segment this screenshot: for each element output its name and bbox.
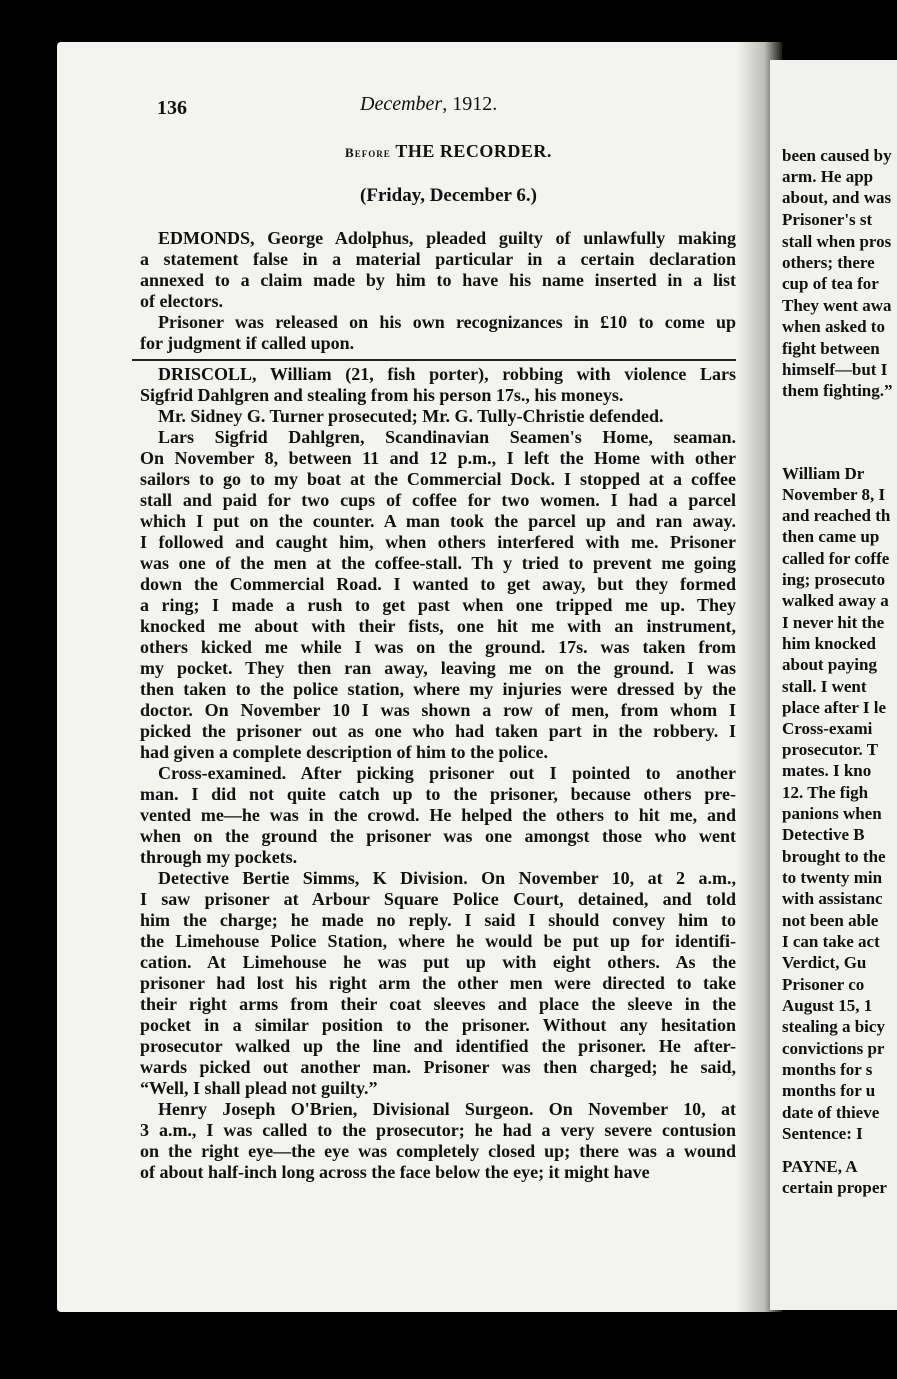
right-page-line: stall when pros (782, 232, 892, 251)
text-line: of about half-inch long across the face below the eye; it might have (140, 1162, 650, 1182)
text-line: through my pockets. (140, 847, 298, 867)
book-page-right (770, 60, 897, 1310)
date-year: , 1912. (442, 93, 498, 115)
text-line: Cross-examined. After picking prisoner out I pointed to another (158, 763, 736, 783)
right-page-line: months for u (782, 1081, 876, 1100)
text-line: sailors to go to my boat at the Commercial Dock. I stopped at a coffee (140, 469, 736, 489)
right-page-line: brought to the (782, 847, 886, 866)
case-driscoll (140, 364, 736, 1183)
text-line: stall and paid for two cups of coffee for two women. I had a parcel (140, 490, 736, 510)
right-page-line: November 8, I (782, 485, 886, 504)
text-line: was one of the men at the coffee-stall. Th y tried to prevent me going (140, 553, 736, 573)
text-line: DRISCOLL, William (21, fish porter), robbing with violence Lars (158, 364, 736, 384)
right-page-line: about paying (782, 655, 877, 674)
text-line: Prisoner was released on his own recognizances in £10 to come up (158, 312, 736, 332)
right-page-line: arm. He app (782, 167, 874, 186)
right-page-line: then came up (782, 527, 880, 546)
text-line: for judgment if called upon. (140, 333, 355, 353)
right-page-line: Verdict, Gu (782, 953, 867, 972)
text-line: Detective Bertie Simms, K Division. On November 10, at 2 a.m., (158, 868, 736, 888)
right-page-line: Cross-exami (782, 719, 873, 738)
text-line: knocked me about with their fists, one hit me with an instrument, (140, 616, 736, 636)
right-page-line: walked away a (782, 591, 889, 610)
right-page-line: ing; prosecuto (782, 570, 886, 589)
running-date (360, 93, 497, 116)
heading-before: Before (345, 145, 391, 160)
text-line: on the right eye—the eye was completely closed up; there was a wound (140, 1141, 736, 1161)
text-line: picked the prisoner out as one who had taken part in the robbery. I (140, 721, 736, 741)
session-date: (Friday, December 6.) (360, 185, 537, 206)
right-page-line: fight between (782, 339, 880, 358)
text-line: of electors. (140, 291, 223, 311)
text-line: pocket in a similar position to the prisoner. Without any hesitation (140, 1015, 736, 1035)
date-month: December (360, 93, 443, 115)
right-page-line: called for coffe (782, 549, 890, 568)
right-page-line: convictions pr (782, 1039, 885, 1058)
right-page-line: them fighting.” (782, 381, 893, 400)
heading-rest: THE RECORDER. (390, 141, 552, 161)
text-line: then taken to the police station, where my injuries were dressed by the (140, 679, 736, 699)
case-divider (132, 359, 736, 361)
right-page-line: August 15, 1 (782, 996, 873, 1015)
right-page-line: panions when (782, 804, 882, 823)
text-line: prosecutor walked up the line and identified the prisoner. He after- (140, 1036, 736, 1056)
text-line: On November 8, between 11 and 12 p.m., I left the Home with other (140, 448, 736, 468)
right-page-line: not been able (782, 911, 879, 930)
right-page-line: prosecutor. T (782, 740, 879, 759)
right-page-line: 12. The figh (782, 783, 869, 802)
right-page-line: him knocked (782, 634, 876, 653)
right-page-line: and reached th (782, 506, 891, 525)
right-page-line: Detective B (782, 825, 865, 844)
court-heading (0, 141, 897, 162)
right-page-line: date of thieve (782, 1103, 880, 1122)
text-line: him the charge; he made no reply. I said I should convey him to (140, 910, 736, 930)
text-line: annexed to a claim made by him to have his name inserted in a list (140, 270, 736, 290)
text-line: I saw prisoner at Arbour Square Police Court, detained, and told (140, 889, 736, 909)
right-page-line: about, and was (782, 188, 892, 207)
text-line: vented me—he was in the crowd. He helped the others to hit me, and (140, 805, 736, 825)
right-page-line: certain proper (782, 1178, 887, 1197)
text-line: Lars Sigfrid Dahlgren, Scandinavian Seamen's Home, seaman. (158, 427, 736, 447)
text-line: wards picked out another man. Prisoner was then charged; he said, (140, 1057, 736, 1077)
text-line: Henry Joseph O'Brien, Divisional Surgeon. On November 10, at (158, 1099, 736, 1119)
right-page-line: They went awa (782, 296, 892, 315)
text-line: I followed and caught him, when others interfered with me. Prisoner (140, 532, 736, 552)
right-page-line: place after I le (782, 698, 887, 717)
text-line: a statement false in a material particular in a certain declaration (140, 249, 736, 269)
right-page-line: months for s (782, 1060, 873, 1079)
text-line: 3 a.m., I was called to the prosecutor; he had a very severe contusion (140, 1120, 736, 1140)
right-page-line: stall. I went (782, 677, 867, 696)
right-page-line: I never hit the (782, 613, 885, 632)
right-page-line: cup of tea for (782, 274, 879, 293)
right-page-line: others; there (782, 253, 875, 272)
text-line: a ring; I made a rush to get past when one tripped me up. They (140, 595, 736, 615)
text-line: prisoner had lost his right arm the other men were directed to take (140, 973, 736, 993)
right-page-line: with assistanc (782, 889, 883, 908)
text-line: which I put on the counter. A man took the parcel up and ran away. (140, 511, 736, 531)
right-page-line: when asked to (782, 317, 885, 336)
text-line: when on the ground the prisoner was one amongst those who went (140, 826, 736, 846)
text-line: others kicked me while I was on the ground. 17s. was taken from (140, 637, 736, 657)
text-line: man. I did not quite catch up to the prisoner, because others pre- (140, 784, 736, 804)
right-page-line: himself—but I (782, 360, 888, 379)
right-page-line: stealing a bicy (782, 1017, 885, 1036)
right-page-line: mates. I kno (782, 761, 872, 780)
text-line: Sigfrid Dahlgren and stealing from his person 17s., his moneys. (140, 385, 624, 405)
right-page-line: PAYNE, A (782, 1157, 858, 1176)
right-page-line: Sentence: I (782, 1124, 863, 1143)
text-line: doctor. On November 10 I was shown a row of men, from whom I (140, 700, 736, 720)
right-page-line: William Dr (782, 464, 865, 483)
text-line: “Well, I shall plead not guilty.” (140, 1078, 378, 1098)
right-page-line: Prisoner's st (782, 210, 873, 229)
text-line: my pocket. They then ran away, leaving me on the ground. I was (140, 658, 736, 678)
case-edmonds (140, 228, 736, 354)
right-page-line: to twenty min (782, 868, 883, 887)
text-line: down the Commercial Road. I wanted to get away, but they formed (140, 574, 736, 594)
right-page-line: I can take act (782, 932, 880, 951)
text-line: had given a complete description of him to the police. (140, 742, 548, 762)
text-line: cation. At Limehouse he was put up with eight others. As the (140, 952, 736, 972)
page-number: 136 (157, 97, 187, 119)
text-line: the Limehouse Police Station, where he would be put up for identifi- (140, 931, 736, 951)
right-page-line: been caused by (782, 146, 892, 165)
text-line: their right arms from their coat sleeves and place the sleeve in the (140, 994, 736, 1014)
text-line: EDMONDS, George Adolphus, pleaded guilty of unlawfully making (158, 228, 736, 248)
right-page-line: Prisoner co (782, 975, 865, 994)
text-line: Mr. Sidney G. Turner prosecuted; Mr. G. Tully-Christie defended. (158, 406, 664, 426)
